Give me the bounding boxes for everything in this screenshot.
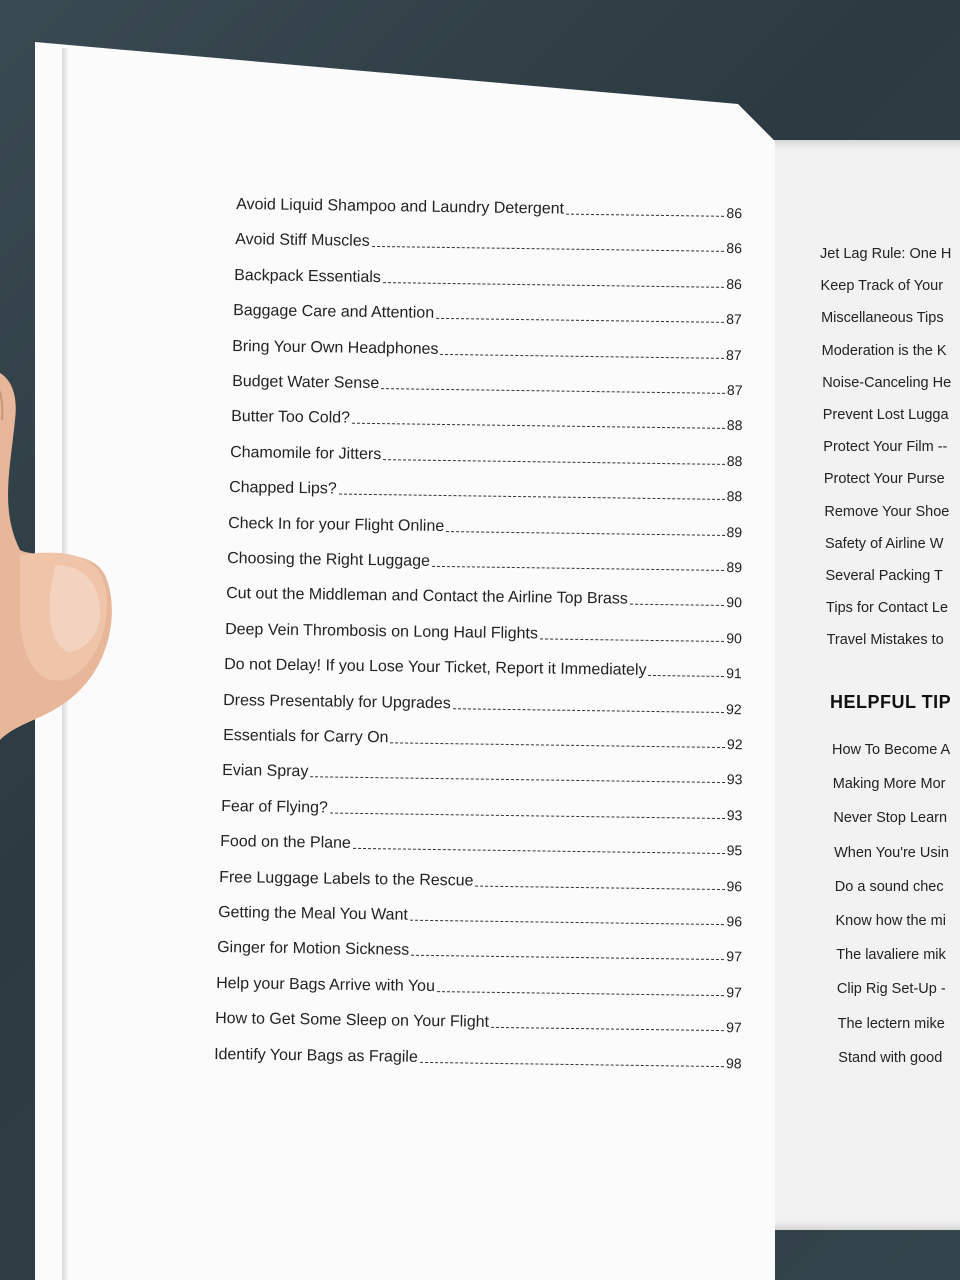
toc-entry	[227, 550, 742, 575]
toc-entry-title: Essentials for Carry On	[222, 727, 389, 747]
right-toc-entry: The lectern mike	[837, 1015, 945, 1032]
toc-leader-dashes	[649, 675, 725, 677]
toc-entry-page-number: 86	[726, 204, 743, 222]
toc-leader-dashes	[329, 812, 724, 819]
toc-entry	[226, 585, 742, 610]
toc-entry-title: Butter Too Cold?	[230, 408, 350, 428]
right-toc-entry: Keep Track of Your	[820, 278, 944, 295]
right-toc-entry: Noise-Canceling He	[822, 374, 952, 391]
right-toc-entry: Moderation is the K	[821, 342, 947, 359]
toc-leader-dashes	[432, 566, 725, 571]
toc-entry	[223, 692, 742, 717]
toc-entry	[230, 444, 742, 469]
toc-entry-page-number: 87	[726, 381, 743, 399]
toc-entry-title: Do not Delay! If you Lose Your Ticket, Report it Immediately	[224, 656, 647, 680]
toc-entry-title: Bring Your Own Headphones	[232, 337, 439, 358]
toc-leader-dashes	[437, 991, 724, 996]
right-toc-entry: Miscellaneous Tips	[821, 310, 944, 327]
toc-leader-dashes	[352, 423, 725, 429]
toc-entry	[236, 196, 742, 221]
toc-entry-page-number: 92	[726, 700, 743, 717]
right-toc-entry: Stand with good	[838, 1049, 943, 1066]
toc-leader-dashes	[381, 388, 725, 394]
toc-entry	[221, 798, 742, 823]
toc-entry	[220, 833, 742, 858]
toc-entry	[217, 939, 742, 964]
toc-entry-page-number: 97	[726, 983, 743, 1001]
toc-entry-title: Backpack Essentials	[234, 266, 382, 286]
toc-entry	[225, 621, 742, 646]
toc-entry	[233, 302, 742, 327]
right-toc-entry: Clip Rig Set-Up -	[836, 981, 946, 998]
toc-leader-dashes	[383, 282, 724, 288]
toc-entry	[224, 656, 742, 681]
toc-entry	[231, 408, 743, 433]
toc-entry-title: Deep Vein Thrombosis on Long Haul Flights	[225, 620, 539, 643]
right-toc-entry: Jet Lag Rule: One H	[820, 246, 952, 262]
toc-leader-dashes	[420, 1061, 724, 1066]
toc-entry-page-number: 91	[726, 665, 743, 682]
toc-entry-page-number: 88	[726, 417, 743, 434]
toc-entry-page-number: 95	[726, 842, 743, 859]
toc-entry-title: Identify Your Bags as Fragile	[214, 1045, 419, 1066]
toc-entry-title: Avoid Liquid Shampoo and Laundry Detergent	[236, 196, 565, 218]
toc-leader-dashes	[566, 214, 724, 217]
toc-leader-dashes	[540, 638, 724, 642]
toc-entry	[232, 373, 743, 398]
toc-entry-title: Chamomile for Jitters	[229, 443, 382, 463]
toc-entry-page-number: 93	[726, 771, 743, 788]
toc-leader-dashes	[310, 777, 725, 784]
toc-leader-dashes	[446, 531, 724, 536]
toc-entry-page-number: 96	[726, 913, 743, 930]
toc-entry-page-number: 97	[726, 948, 743, 965]
toc-entry	[235, 231, 742, 256]
right-toc-entry: Remove Your Shoe	[824, 503, 950, 520]
toc-entry-title: Cut out the Middleman and Contact the Airline Top Brass	[226, 585, 629, 608]
toc-entry-title: Food on the Plane	[219, 833, 351, 853]
toc-entry-title: Help your Bags Arrive with You	[216, 974, 436, 995]
right-toc-entry: Tips for Contact Le	[826, 600, 949, 617]
right-toc-entry: How To Become A	[832, 742, 951, 758]
toc-leader-dashes	[410, 920, 725, 925]
toc-entry-page-number: 86	[726, 275, 743, 292]
right-toc-entry: Protect Your Purse	[823, 471, 945, 488]
toc-entry-title: Free Luggage Labels to the Rescue	[218, 868, 474, 890]
toc-entry	[223, 727, 743, 752]
toc-leader-dashes	[353, 848, 725, 854]
toc-leader-dashes	[441, 354, 725, 359]
toc-entry-page-number: 88	[726, 488, 743, 505]
toc-entry-title: Choosing the Right Luggage	[227, 550, 431, 570]
toc-entry-title: Evian Spray	[221, 762, 309, 781]
toc-entry-page-number: 90	[726, 629, 743, 647]
toc-entry	[216, 975, 742, 1000]
toc-leader-dashes	[372, 246, 725, 252]
toc-entry-page-number: 92	[726, 736, 743, 753]
toc-leader-dashes	[383, 459, 725, 465]
right-toc-entry: When You're Usin	[834, 844, 949, 861]
right-toc-entry: Prevent Lost Lugga	[822, 407, 949, 423]
toc-entry-title: Ginger for Motion Sickness	[217, 939, 410, 960]
toc-entry-page-number: 86	[726, 240, 743, 257]
toc-entry-page-number: 93	[726, 806, 743, 824]
right-toc-entry: Protect Your Film --	[823, 439, 948, 456]
toc-leader-dashes	[411, 955, 724, 960]
toc-leader-dashes	[491, 1027, 724, 1031]
right-toc-entry: Travel Mistakes to	[826, 632, 944, 649]
toc-leader-dashes	[436, 318, 724, 323]
toc-entry-title: Check In for your Flight Online	[227, 514, 445, 535]
toc-entry	[218, 904, 742, 929]
right-toc-entry: Safety of Airline W	[824, 535, 944, 552]
toc-entry-page-number: 89	[726, 558, 743, 576]
right-section-heading: HELPFUL TIP	[830, 692, 952, 712]
toc-entry-page-number: 96	[726, 877, 743, 894]
toc-entry	[215, 1010, 742, 1035]
toc-entry	[219, 869, 742, 894]
toc-entry-title: Chapped Lips?	[228, 479, 337, 498]
toc-entry-page-number: 97	[726, 1019, 743, 1036]
toc-entry	[222, 762, 743, 787]
toc-entry	[214, 1046, 742, 1071]
toc-entry-title: Budget Water Sense	[231, 373, 379, 393]
right-toc-entry: The lavaliere mik	[836, 947, 946, 964]
right-toc-entry: Several Packing T	[825, 568, 943, 584]
toc-entry-title: Avoid Stiff Muscles	[235, 231, 370, 251]
toc-entry-title: Fear of Flying?	[220, 797, 328, 817]
toc-entry	[234, 267, 742, 292]
right-toc-entry: Never Stop Learn	[833, 810, 948, 827]
toc-entry	[228, 515, 742, 540]
toc-entry-title: Dress Presentably for Upgrades	[223, 691, 452, 712]
toc-entry-title: How to Get Some Sleep on Your Flight	[215, 1010, 490, 1032]
toc-leader-dashes	[475, 885, 724, 889]
right-toc-entry: Do a sound chec	[834, 878, 944, 895]
toc-leader-dashes	[338, 494, 724, 500]
toc-entry-page-number: 87	[726, 346, 743, 363]
right-toc-entry: Know how the mi	[835, 913, 946, 929]
toc-entry-title: Baggage Care and Attention	[233, 302, 435, 322]
toc-leader-dashes	[453, 708, 724, 713]
toc-entry	[229, 479, 742, 504]
right-toc-entry: Making More Mor	[832, 776, 946, 793]
toc-entry-page-number: 89	[726, 523, 743, 540]
toc-entry-page-number: 88	[726, 452, 743, 469]
toc-leader-dashes	[390, 742, 725, 748]
toc-leader-dashes	[630, 604, 725, 606]
toc-entry-page-number: 98	[726, 1054, 743, 1071]
toc-entry-page-number: 87	[726, 311, 743, 328]
toc-entry	[232, 338, 742, 363]
thumb-holding-book	[0, 360, 150, 820]
toc-entry-title: Getting the Meal You Want	[218, 904, 408, 924]
toc-entry-page-number: 90	[726, 594, 743, 611]
